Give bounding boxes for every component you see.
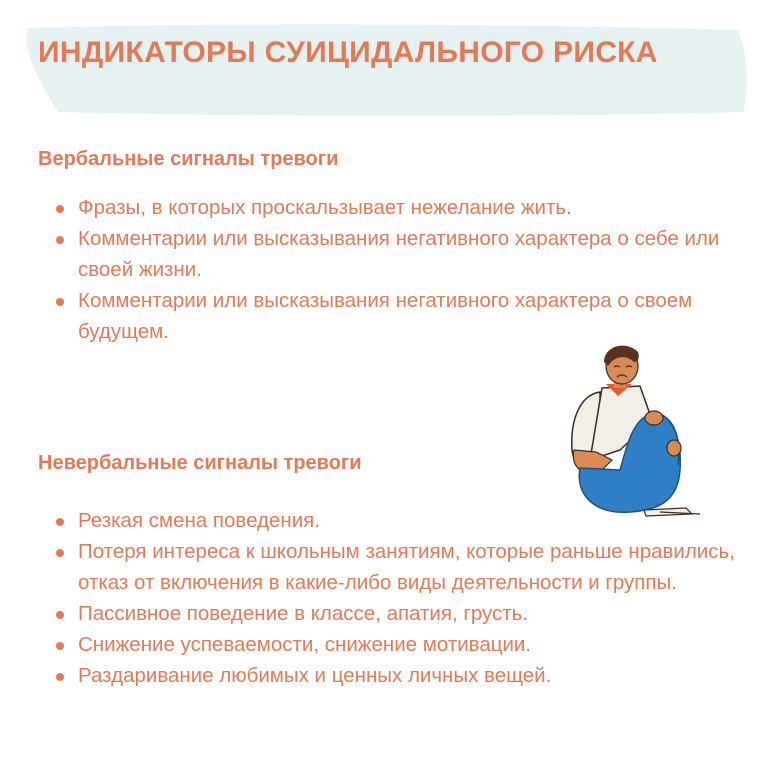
verbal-signals-list — [56, 192, 756, 347]
list-item — [56, 660, 756, 691]
bullet-icon — [56, 673, 64, 681]
sad-person-sitting-hugging-knees-icon — [560, 340, 710, 525]
list-item — [56, 505, 756, 536]
list-item-text: Фразы, в которых проскальзывает нежелание жить. — [78, 196, 572, 219]
list-item — [56, 223, 756, 285]
list-item-text: Пассивное поведение в классе, апатия, грусть. — [78, 602, 529, 625]
bullet-icon — [56, 518, 64, 526]
list-item — [56, 285, 756, 347]
nonverbal-signals-heading: Невербальные сигналы тревоги — [38, 452, 362, 474]
list-item-text: Потеря интереса к школьным занятиям, которые раньше нравились, отказ от включения в какие-либо виды деятельности и группы. — [78, 540, 735, 594]
bullet-icon — [56, 549, 64, 557]
list-item — [56, 629, 756, 660]
list-item — [56, 192, 756, 223]
list-item — [56, 598, 756, 629]
list-item — [56, 536, 756, 598]
list-item-text: Комментарии или высказывания негативного характера о своем будущем. — [78, 289, 693, 343]
bullet-icon — [56, 236, 64, 244]
list-item-text: Резкая смена поведения. — [78, 509, 320, 532]
page-title: ИНДИКАТОРЫ СУИЦИДАЛЬНОГО РИСКА — [38, 36, 658, 69]
nonverbal-signals-list — [56, 505, 756, 691]
list-item-text: Раздаривание любимых и ценных личных вещей. — [78, 664, 552, 687]
list-item-text: Снижение успеваемости, снижение мотивации. — [78, 633, 532, 656]
bullet-icon — [56, 611, 64, 619]
verbal-signals-heading: Вербальные сигналы тревоги — [38, 148, 339, 170]
list-item-text: Комментарии или высказывания негативного характера о себе или своей жизни. — [78, 227, 720, 281]
bullet-icon — [56, 205, 64, 213]
bullet-icon — [56, 298, 64, 306]
bullet-icon — [56, 642, 64, 650]
